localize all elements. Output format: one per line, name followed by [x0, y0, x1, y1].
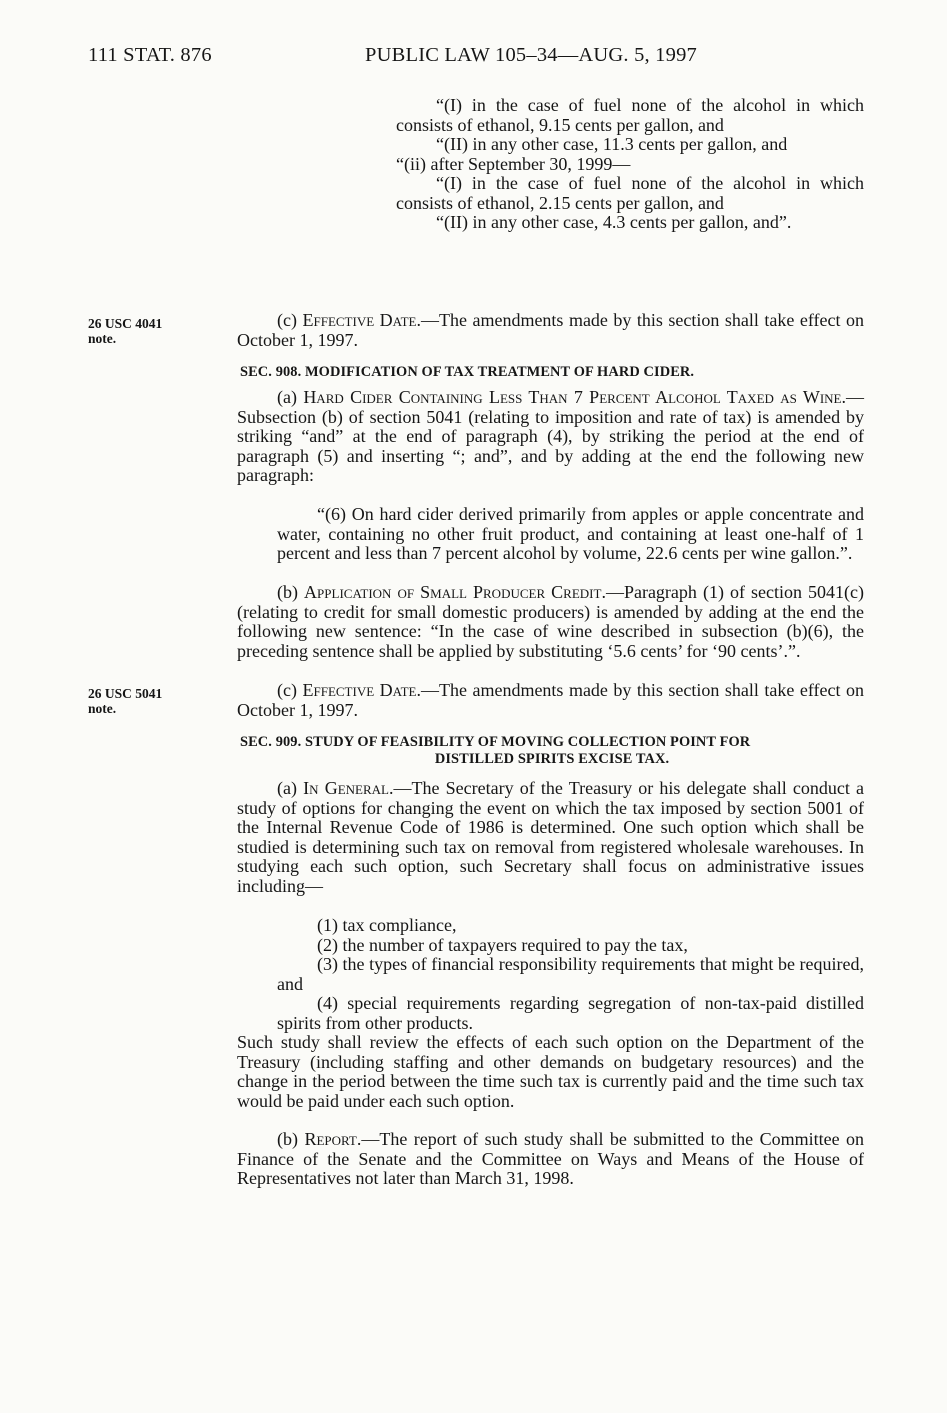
subsection-label: (c): [277, 680, 297, 700]
list-item: (2) the number of taxpayers required to pay the tax,: [317, 934, 688, 955]
new-paragraph-6: [277, 505, 864, 564]
statute-page-number: 111 STAT. 876: [88, 44, 212, 66]
margin-note-usc-5041: [88, 686, 162, 716]
clause-2: “(II) in any other case, 11.3 cents per gallon, and: [436, 134, 788, 154]
public-law-title: PUBLIC LAW 105–34—AUG. 5, 1997: [365, 44, 697, 66]
margin-note-usc-4041: [88, 316, 162, 346]
section-909-subsection-a: [237, 779, 864, 896]
list-item: (3) the types of financial responsibility requirements that might be required, and: [277, 954, 864, 994]
section-908-subsection-c: [237, 681, 864, 720]
subsection-text: .—Paragraph (1) of section 5041(c) (relating to credit for small domestic producers) is amended by adding at the end the following new sentence: “In the case of wine described in subsection (b)(6), the preceding sentence shall be applied by substituting ‘5.6 cents’ for ‘90 cents’.”.: [237, 582, 865, 661]
margin-note-label: note.: [88, 701, 117, 716]
section-908-heading: SEC. 908. MODIFICATION OF TAX TREATMENT OF HARD CIDER.: [240, 364, 695, 380]
subsection-caption: In General: [303, 778, 389, 798]
section-908-subsection-b: [237, 583, 864, 661]
subsection-label: (a): [277, 778, 297, 798]
quoted-paragraph: “(6) On hard cider derived primarily from apples or apple concentrate and water, containing no other fruit product, and containing at least one-half of 1 percent and less than 7 percent alcohol by volume, 22.6 cents per wine gallon.”.: [277, 504, 864, 563]
subsection-label: (b): [277, 582, 298, 602]
section-909-heading: [240, 734, 864, 768]
list-item: (4) special requirements regarding segregation of non-tax-paid distilled spirits from other products.: [277, 993, 864, 1033]
margin-note-citation: 26 USC 5041: [88, 686, 163, 701]
list-item: (1) tax compliance,: [317, 915, 457, 935]
subsection-caption: Effective Date: [302, 310, 417, 330]
section-909-heading-line1: SEC. 909. STUDY OF FEASIBILITY OF MOVING COLLECTION POINT FOR: [240, 734, 751, 750]
section-908-subsection-a: [237, 388, 864, 486]
section-909-subsection-b: [237, 1130, 864, 1189]
subsection-text: .—The Secretary of the Treasury or his delegate shall conduct a study of options for changing the event on which the tax imposed by section 5001 of the Internal Revenue Code of 1986 is determined. One such option which shall be studied is determining such tax on removal from registered wholesale warehouses. In studying each such option, such Secretary shall focus on administrative issues including—: [237, 778, 865, 896]
subsection-text: .—The amendments made by this section shall take effect on October 1, 1997.: [237, 680, 864, 720]
clause-5: “(II) in any other case, 4.3 cents per gallon, and”.: [436, 212, 792, 232]
continuation-block: [396, 96, 864, 233]
margin-note-label: note.: [88, 331, 117, 346]
section-909-heading-line2: DISTILLED SPIRITS EXCISE TAX.: [434, 751, 670, 767]
subsection-caption: Effective Date: [302, 680, 417, 700]
subsection-text: .—The report of such study shall be submitted to the Committee on Finance of the Senate and the Committee on Ways and Means of the House of Representatives not later than March 31, 1998.: [237, 1129, 865, 1188]
clause-4: “(I) in the case of fuel none of the alcohol in which consists of ethanol, 2.15 cents per gallon, and: [396, 173, 864, 213]
section-909-review-paragraph: [237, 1033, 864, 1111]
subsection-caption: Report: [304, 1129, 357, 1149]
subsection-caption: Hard Cider Containing Less Than 7 Percent Alcohol Taxed as Wine: [303, 387, 842, 407]
subsection-label: (c): [277, 310, 297, 330]
clause-3: “(ii) after September 30, 1999—: [396, 153, 631, 174]
administrative-issues-list: [277, 916, 864, 1033]
subsection-caption: Application of Small Producer Credit: [304, 582, 602, 602]
subsection-text: .—Subsection (b) of section 5041 (relating to imposition and rate of tax) is amended by striking “and” at the end of paragraph (4), by striking the period at the end of paragraph (5) and inserting “; and”, and by adding at the end the following new paragraph:: [237, 387, 864, 485]
margin-note-citation: 26 USC 4041: [88, 316, 163, 331]
subsection-label: (b): [277, 1129, 298, 1149]
subsection-text: .—The amendments made by this section shall take effect on October 1, 1997.: [237, 310, 864, 350]
review-text: Such study shall review the effects of each such option on the Department of the Treasury (including staffing and other demands on budgetary resources) and the change in the period between the time such tax is currently paid and the time such tax would be paid under each such option.: [237, 1032, 864, 1111]
clause-1: “(I) in the case of fuel none of the alcohol in which consists of ethanol, 9.15 cents per gallon, and: [396, 95, 864, 135]
effective-date-paragraph: [237, 311, 864, 350]
subsection-label: (a): [277, 387, 297, 407]
